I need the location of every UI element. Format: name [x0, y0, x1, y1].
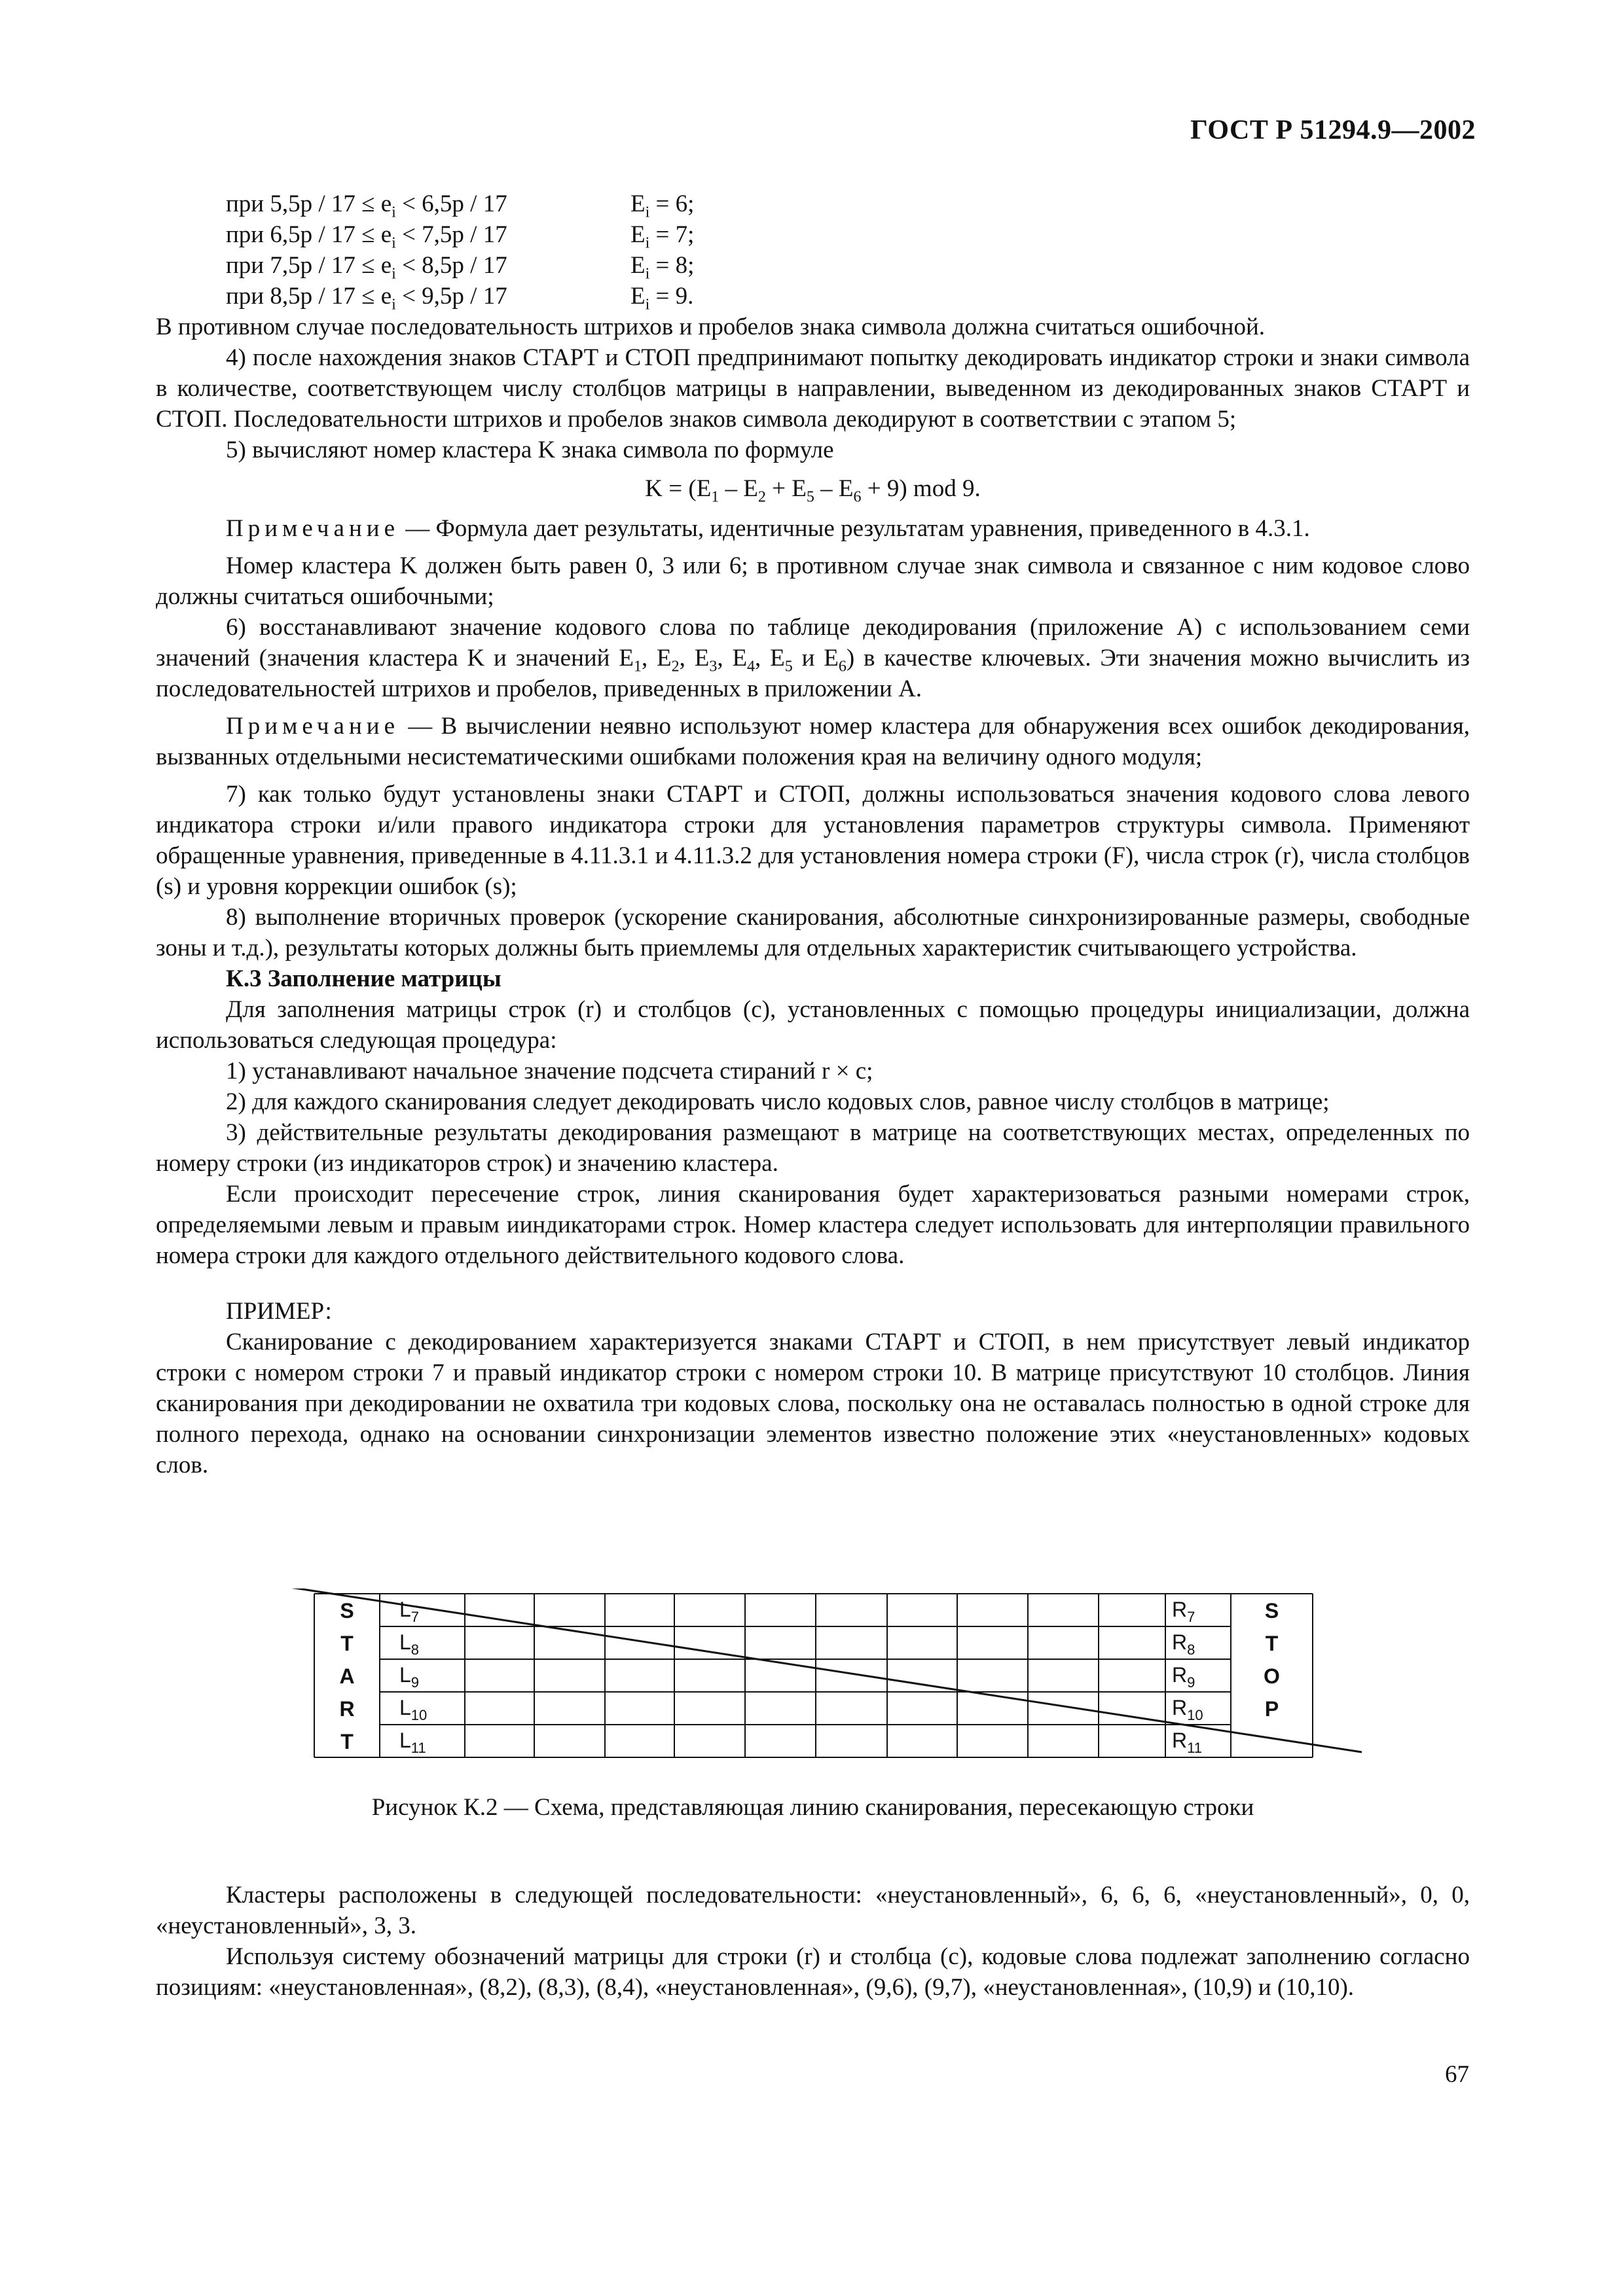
document-header: ГОСТ Р 51294.9—2002	[1190, 115, 1476, 145]
right-row-indicator: $R_{10}$	[1172, 1696, 1203, 1723]
stop-letter: O	[1264, 1664, 1280, 1688]
equation-row	[156, 188, 1470, 219]
example-label: ПРИМЕР:	[226, 1298, 332, 1325]
equation-result: $E_i = 8$;	[630, 252, 695, 283]
equation-row	[156, 250, 1470, 281]
paragraph-step-4: 4) после нахождения знаков СТАРТ и СТОП предпринимают попытку декодировать индикатор строки и знаки символа в количестве, соответствующем числу столбцов матрицы в направлении, выведенном из декодированных знаков СТАРТ и СТОП. Последовательности штрихов и пробелов знаков символа декодируют в соответствии с этапом 5;	[156, 344, 1470, 433]
equation-result: $E_i = 6$;	[630, 190, 695, 221]
left-row-indicator: $L_{10}$	[399, 1696, 428, 1723]
equation-row	[156, 219, 1470, 250]
note-2: Примечание — В вычислении неявно используют номер кластера для обнаружения всех ошибок декодирования, вызванных отдельными несистематическими ошибками положения края на величину одного модуля;	[156, 713, 1470, 770]
stop-letter: P	[1264, 1697, 1279, 1721]
list-item-k3-1: 1) устанавливают начальное значение подсчета стираний r × c;	[226, 1058, 873, 1085]
right-row-indicator: $R_9$	[1172, 1663, 1195, 1691]
paragraph-step-7: 7) как только будут установлены знаки СТАРТ и СТОП, должны использоваться значения кодового слова левого индикатора строки и/или правого индикатора строки для установления параметров структуры символа. Применяют обращенные уравнения, приведенные в 4.11.3.1 и 4.11.3.2 для установления номера строки (F), числа строк (r), числа столбцов (s) и уровня коррекции ошибок (s);	[156, 781, 1470, 900]
main-text	[156, 188, 1470, 1480]
start-letter: T	[340, 1730, 354, 1753]
right-row-indicator: $R_7$	[1172, 1598, 1195, 1625]
stop-letter: T	[1265, 1632, 1279, 1655]
start-letter: S	[340, 1599, 354, 1623]
equation-condition: при $5,5p / 17 \le e_i < 6,5p / 17$	[226, 190, 507, 221]
list-item-k3-2: 2) для каждого сканирования следует декодировать число кодовых слов, равное числу столбцов в матрице;	[226, 1088, 1330, 1115]
cluster-formula: $K = (E_1 - E_2 + E_5 - E_6 + 9)$ mod 9.	[645, 475, 981, 506]
equation-result: $E_i = 7$;	[630, 221, 695, 252]
paragraph-crossing: Если происходит пересечение строк, линия сканирования будет характеризоваться разными номерами строк, определяемыми левым и правым ииндикаторами строк. Номер кластера следует использовать для интерполяции правильного номера строки для каждого отдельного действительного кодового слова.	[156, 1181, 1470, 1269]
note-label: Примечание	[226, 713, 399, 740]
figure-caption: Рисунок К.2 — Схема, представляющая линию сканирования, пересекающую строки	[371, 1794, 1254, 1821]
paragraph-step-8: 8) выполнение вторичных проверок (ускорение сканирования, абсолютные синхронизированные размеры, свободные зоны и т.д.), результаты которых должны быть приемлемы для отдельных характеристик считывающего устройства.	[156, 904, 1470, 961]
equation-condition: при $8,5p / 17 \le e_i < 9,5p / 17$	[226, 283, 507, 314]
equation-condition: при $6,5p / 17 \le e_i < 7,5p / 17$	[226, 221, 507, 252]
left-row-indicator: $L_9$	[399, 1663, 420, 1691]
note-1: Примечание — Формула дает результаты, идентичные результатам уравнения, приведенного в 4.3.1.	[226, 515, 1310, 542]
page-number: 67	[1445, 2061, 1469, 2088]
left-row-indicator: $L_7$	[399, 1598, 420, 1625]
closing-text	[156, 1880, 1470, 2003]
stop-letter: S	[1264, 1599, 1279, 1623]
start-letter: T	[340, 1632, 354, 1655]
figure-scan-line-diagram	[249, 1588, 1375, 1775]
equation-row	[156, 281, 1470, 312]
note-label: Примечание	[226, 515, 399, 542]
paragraph-otherwise: В противном случае последовательность штрихов и пробелов знака символа должна считаться ошибочной.	[156, 314, 1266, 340]
equation-result: $E_i = 9$.	[630, 283, 694, 314]
left-row-indicator: $L_{11}$	[399, 1729, 426, 1756]
start-letter: R	[339, 1697, 355, 1721]
paragraph-k3-intro: Для заполнения матрицы строк (r) и столбцов (c), установленных с помощью процедуры инициализации, должна использоваться следующая процедура:	[156, 996, 1470, 1054]
right-row-indicator: $R_{11}$	[1172, 1729, 1202, 1756]
paragraph-clusters: Кластеры расположены в следующей последовательности: «неустановленный», 6, 6, 6, «неустановленный», 0, 0, «неустановленный», 3, 3.	[156, 1882, 1470, 1939]
start-letter: A	[339, 1664, 355, 1688]
figure-svg	[249, 1588, 1375, 1775]
paragraph-positions: Используя систему обозначений матрицы для строки (r) и столбца (c), кодовые слова подлежат заполнению согласно позициям: «неустановленная», (8,2), (8,3), (8,4), «неустановленная», (9,6), (9,7), «неустановленная», (10,9) и (10,10).	[156, 1943, 1470, 2001]
paragraph-step-6: 6) восстанавливают значение кодового слова по таблице декодирования (приложение А) с использованием семи значений (значения кластера K и значений $E_1$, $E_2$, $E_3$, $E_4$, $E_5$ и $E_6$) в качестве ключевых. Эти значения можно вычислить из последовательностей штрихов и пробелов, приведенных в приложении А.	[156, 614, 1470, 702]
scan-line	[255, 1588, 1362, 1752]
section-heading-k3: К.3 Заполнение матрицы	[226, 965, 501, 992]
paragraph-cluster: Номер кластера K должен быть равен 0, 3 или 6; в противном случае знак символа и связанное с ним кодовое слово должны считаться ошибочными;	[156, 552, 1470, 610]
list-item-k3-3: 3) действительные результаты декодирования размещают в матрице на соответствующих местах, определенных по номеру строки (из индикаторов строк) и значению кластера.	[156, 1119, 1470, 1177]
example-text: Сканирование с декодированием характеризуется знаками СТАРТ и СТОП, в нем присутствует левый индикатор строки с номером строки 7 и правый индикатор строки с номером строки 10. В матрице присутствуют 10 столбцов. Линия сканирования при декодировании не охватила три кодовых слова, поскольку она не оставалась полностью в одной строке для полного перехода, однако на основании синхронизации элементов известно положение этих «неустановленных» кодовых слов.	[156, 1329, 1470, 1479]
left-row-indicator: $L_8$	[399, 1630, 420, 1658]
right-row-indicator: $R_8$	[1172, 1630, 1195, 1658]
equation-list	[156, 188, 1470, 312]
equation-condition: при $7,5p / 17 \le e_i < 8,5p / 17$	[226, 252, 507, 283]
paragraph-step-5: 5) вычисляют номер кластера K знака символа по формуле	[226, 437, 834, 463]
